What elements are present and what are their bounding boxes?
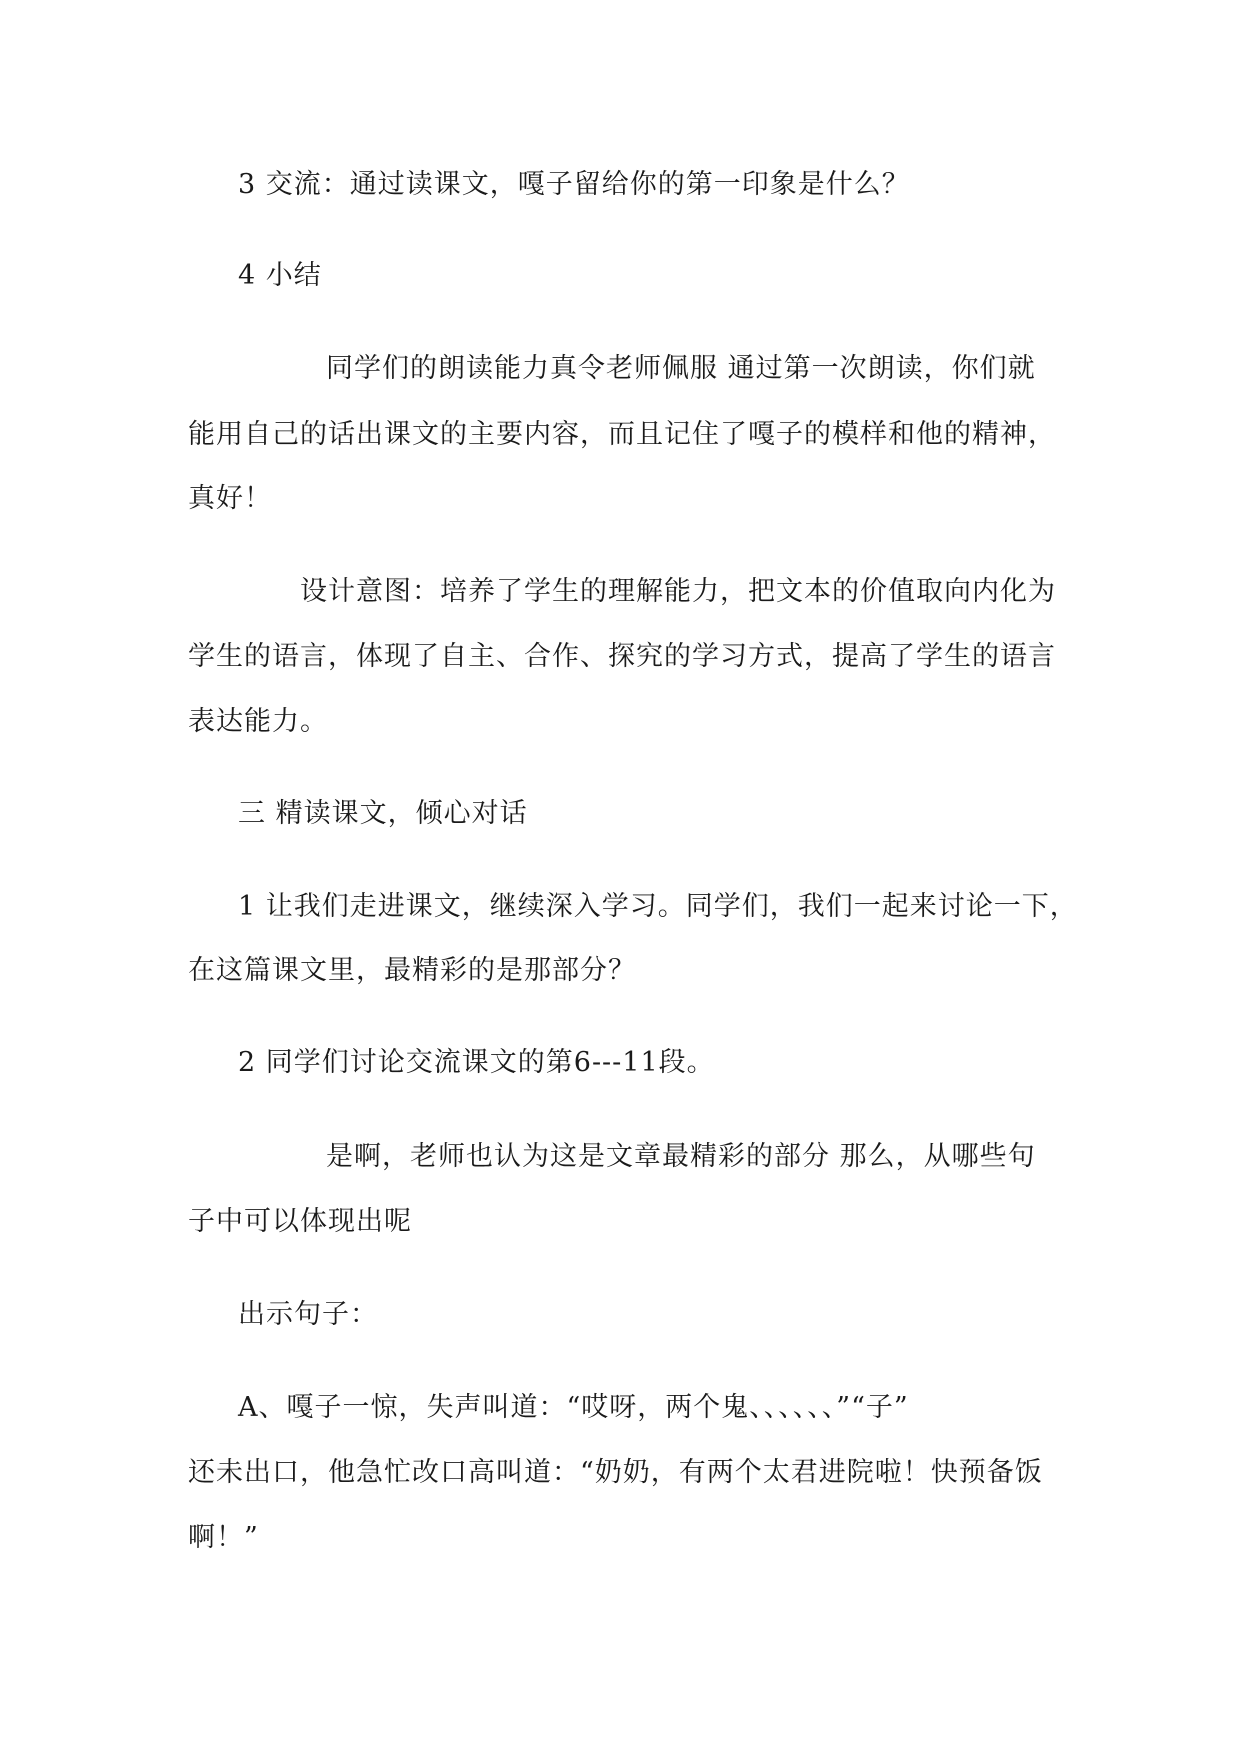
design-intent-line: 学生的语言，体现了自主、合作、探究的学习方式，提高了学生的语言	[188, 641, 1056, 672]
section-heading: 三 精读课文，倾心对话	[238, 798, 528, 829]
quote-line: 啊！”	[188, 1522, 259, 1553]
design-intent-line: 表达能力。	[188, 706, 328, 737]
paragraph-line: 2 同学们讨论交流课文的第6---11段。	[238, 1047, 715, 1078]
paragraph-line: 出示句子：	[238, 1299, 378, 1330]
paragraph-line: 1 让我们走进课文，继续深入学习。同学们，我们一起来讨论一下，	[238, 891, 1078, 922]
heading-exchange: 3 交流：通过读课文，嘎子留给你的第一印象是什么？	[238, 169, 910, 200]
paragraph-line: 真好！	[188, 483, 272, 514]
paragraph-line: 是啊，老师也认为这是文章最精彩的部分 那么，从哪些句	[326, 1141, 1036, 1172]
quote-line: 还未出口，他急忙改口高叫道：“奶奶，有两个太君进院啦！快预备饭	[188, 1457, 1043, 1488]
paragraph-line: 同学们的朗读能力真令老师佩服 通过第一次朗读，你们就	[326, 353, 1036, 384]
paragraph-line: 子中可以体现出呢	[188, 1206, 412, 1237]
paragraph-line: 能用自己的话出课文的主要内容，而且记住了嘎子的模样和他的精神，	[188, 419, 1056, 450]
quote-line: A、嘎子一惊，失声叫道：“哎呀，两个鬼、、、、、、”“子”	[238, 1392, 909, 1423]
design-intent-line: 设计意图：培养了学生的理解能力，把文本的价值取向内化为	[300, 576, 1056, 607]
paragraph-line: 在这篇课文里，最精彩的是那部分？	[188, 955, 636, 986]
heading-summary: 4 小结	[238, 260, 322, 291]
